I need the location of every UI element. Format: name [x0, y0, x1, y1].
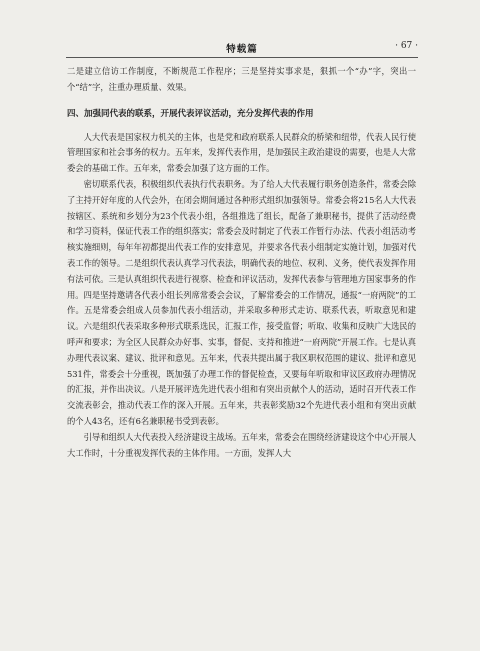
paragraph: 人大代表是国家权力机关的主体，也是党和政府联系人民群众的桥梁和纽带，代表人民行使管理国家和社会事务的权力。五年来，发挥代表作用，是加强民主政治建设的需要，也是人大常委会的基础工作。五年来，常委会加强了这方面的工作。	[67, 131, 416, 174]
paragraph-continuation: 二是建立信访工作制度，不断规范工作程序；三是坚持实事求是，狠抓一个“办”字，突出一个“结”字，注重办理质量、效果。	[67, 66, 416, 92]
section-title: 特载篇	[226, 44, 258, 55]
paragraph: 密切联系代表，积极组织代表执行代表职务。为了给人大代表履行职务创造条件，常委会除了主持开好年度的人代会外，在闭会期间通过各种形式组织加强领导。常委会将215名人大代表按辖区、系统和乡划分为23个代表小组，各组推选了组长，配备了兼职秘书，提供了活动经费和学习资料，保证代表工作的组织落实；常委会及时制定了代表工作暂行办法、代表小组活动考核实施细则，每年年初都提出代表工作的安排意见，并要求各代表小组制定实施计划，加强对代表工作的领导。二是组织代表认真学习代表法，明确代表的地位、权利、义务，使代表发挥作用有法可依。三是认真组织代表进行视察、检查和评议活动，发挥代表参与管理地方国家事务的作用。四是坚持邀请各代表小组长列席常委会会议，了解常委会的工作情况，通报“一府两院”的工作。五是常委会组成人员参加代表小组活动，并采取多种形式走访、联系代表，听取意见和建议。六是组织代表采取多种形式联系选民，汇报工作，接受监督；听取、收集和反映广大选民的呼声和要求；为全区人民群众办好事、实事，督促、支持和推进“一府两院”开展工作。七是认真办理代表议案、建议、批评和意见。五年来，代表共提出属于我区职权范围的建议、批评和意见531件，常委会十分重视，既加强了办理工作的督促检查，又要每年听取和审议区政府办理情况的汇报，并作出决议。八是开展评选先进代表小组和有突出贡献个人的活动，适时召开代表工作交流表彰会，推动代表工作的深入开展。五年来，共表彰奖励32个先进代表小组和有突出贡献的个人43名，还有6名兼职秘书受到表彰。	[67, 178, 416, 426]
section-heading: 四、加强同代表的联系，开展代表评议活动，充分发挥代表的作用	[67, 108, 314, 119]
paragraph: 引导和组织人大代表投入经济建设主战场。五年来，常委会在围绕经济建设这个中心开展人大工作时，十分重视发挥代表的主体作用。一方面，发挥人大	[67, 431, 416, 458]
page-number: · 67 ·	[395, 41, 418, 51]
running-header	[66, 41, 418, 58]
body-text	[67, 64, 416, 461]
